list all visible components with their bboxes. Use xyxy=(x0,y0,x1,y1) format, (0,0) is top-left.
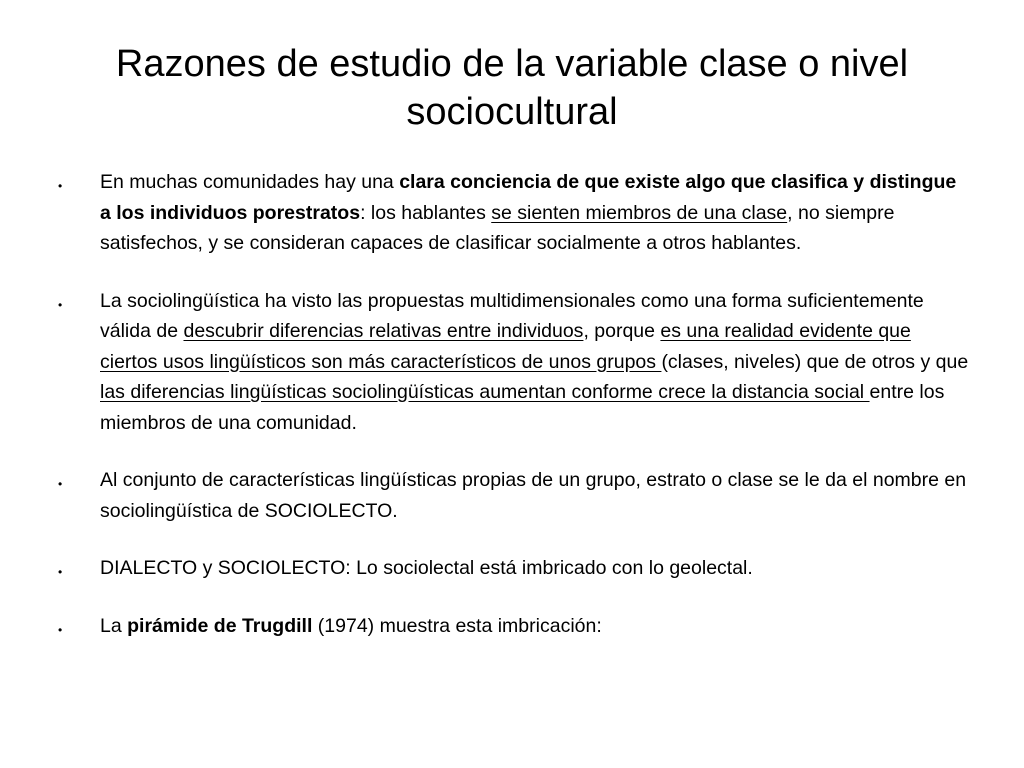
bullet-item-4 xyxy=(56,553,971,584)
bullet-underlined-text: descubrir diferencias relativas entre individuos xyxy=(183,320,584,342)
bullet-icon: • xyxy=(58,622,63,637)
bullet-text-segment: DIALECTO y SOCIOLECTO: Lo sociolectal está imbricado con lo geolectal. xyxy=(100,557,753,579)
bullet-underlined-text: las diferencias lingüísticas sociolingüísticas aumentan conforme crece la distancia social xyxy=(100,381,870,403)
bullet-underlined-text: se sienten miembros de una clase xyxy=(491,201,788,224)
bullet-item-5 xyxy=(56,611,971,642)
bullet-list xyxy=(56,167,971,641)
bullet-icon: • xyxy=(58,477,63,491)
bullet-icon: • xyxy=(58,297,63,312)
bullet-underlined-text: es una realidad evidente que ciertos usos lingüísticos son más característicos de unos grupos xyxy=(100,320,911,373)
bullet-text-segment: , porque xyxy=(583,320,661,342)
bullet-text-segment: entre los miembros de una comunidad. xyxy=(100,381,945,434)
bullet-text-segment: , no siempre satisfechos, y se consideran capaces de clasificar socialmente a otros hablantes. xyxy=(100,201,895,254)
bullet-text xyxy=(100,171,956,254)
bullet-text-segment: : los hablantes xyxy=(360,201,492,224)
bullet-text-segment: En muchas comunidades hay una xyxy=(100,171,400,193)
bullet-bold-text: clara conciencia de que existe algo que clasifica y distingue a los individuos porestratos xyxy=(100,171,957,224)
bullet-text-segment: La sociolingüística ha visto las propuestas multidimensionales como una forma suficientemente válida de xyxy=(100,289,924,342)
bullet-item-2 xyxy=(56,286,971,439)
bullet-bold-text: pirámide de Trugdill xyxy=(127,614,313,637)
bullet-text xyxy=(100,469,966,522)
bullet-text xyxy=(100,290,968,434)
bullet-text-segment: La xyxy=(100,614,128,637)
bullet-text-segment: (clases, niveles) que de otros y que xyxy=(661,350,969,373)
bullet-icon: • xyxy=(58,179,63,193)
bullet-text xyxy=(100,615,602,637)
bullet-text-segment: Al conjunto de características lingüísticas propias de un grupo, estrato o clase se le da el nombre en sociolingüística de SOCIOLECTO. xyxy=(100,469,967,522)
bullet-text xyxy=(100,557,753,579)
bullet-item-1 xyxy=(56,167,971,259)
slide-title: Razones de estudio de la variable clase o nivel sociocultural xyxy=(115,43,909,133)
bullet-item-3 xyxy=(56,465,971,526)
bullet-text-segment: (1974) muestra esta imbricación: xyxy=(312,614,602,637)
bullet-icon: • xyxy=(58,565,63,579)
